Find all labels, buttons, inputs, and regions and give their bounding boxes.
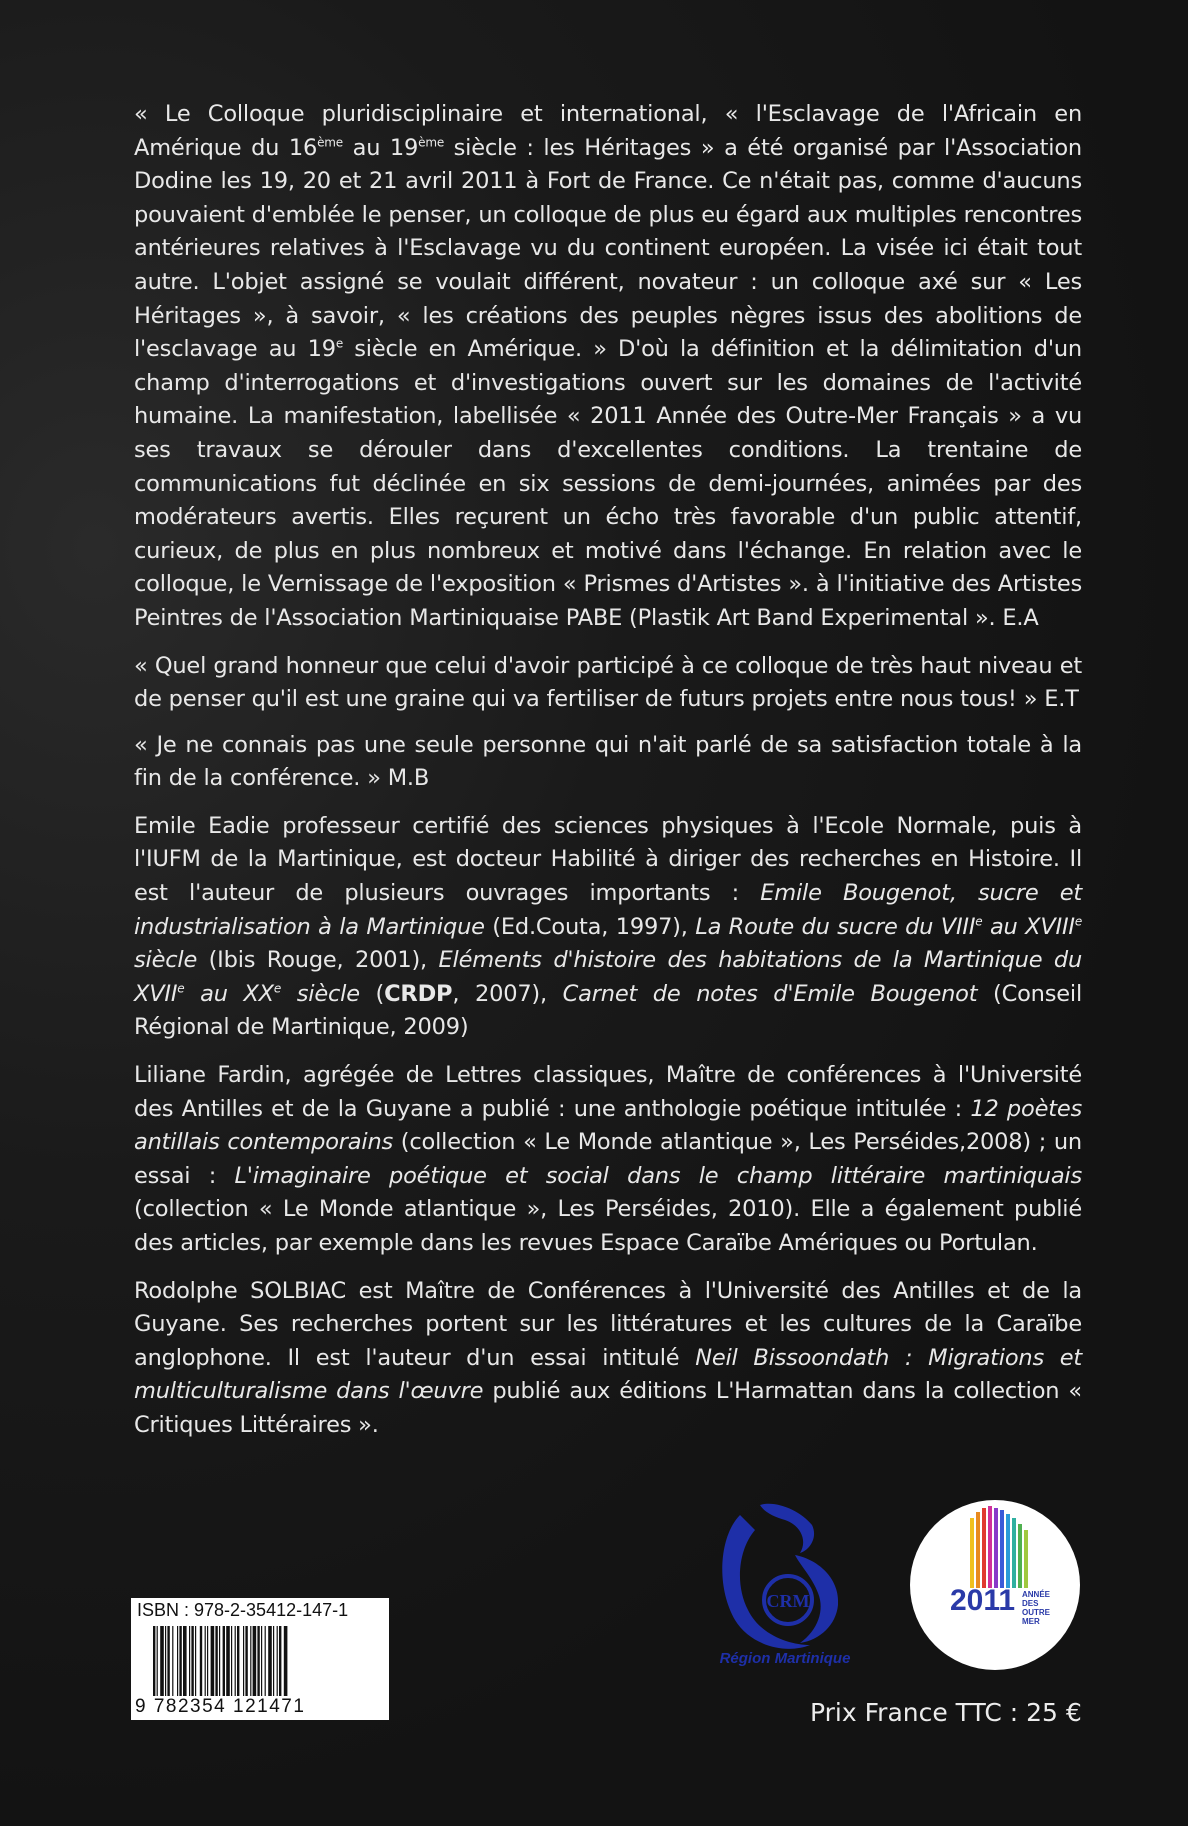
paragraph-colloque: « Le Colloque pluridisciplinaire et international, « l'Esclavage de l'Africain en Amérique du 16ème au 19ème siècle : les Héritages » a été organisé par l'Association Dodine les 19, 20 et 21 avril 2011 à Fort de France. Ce n'était pas, comme d'aucuns pouvaient d'emblée le penser, un colloque de plus eu égard aux multiples rencontres antérieures relatives à l'Esclavage vu du continent européen. La visée ici était tout autre. L'objet assigné se voulait différent, novateur : un colloque axé sur « Les Héritages », à savoir, « les créations des peuples nègres issus des abolitions de l'esclavage au 19e siècle en Amérique. » D'où la définition et la délimitation d'un champ d'interrogations et d'investigations ouvert sur les domaines de l'activité humaine. La manifestation, labellisée « 2011 Année des Outre-Mer Français » a vu ses travaux se dérouler dans d'excellentes conditions. La trentaine de communications fut déclinée en six sessions de demi-journées, animées par des modérateurs avertis. Elles reçurent un écho très favorable d'un public attentif, curieux, de plus en plus nombreux et motivé dans l'échange. En relation avec le colloque, le Vernissage de l'exposition « Prismes d'Artistes ». à l'initiative des Artistes Peintres de l'Association Martiniquaise PABE (Plastik Art Band Experimental ». E.A bbox=[134, 101, 1082, 631]
body-text bbox=[134, 98, 1082, 1457]
annee-outre-mer-logo bbox=[910, 1500, 1080, 1670]
price-label: Prix France TTC : 25 € bbox=[810, 1698, 1082, 1727]
quote-mb: « Je ne connais pas une seule personne qui n'ait parlé de sa satisfaction totale à la fin de la conférence. » M.B bbox=[134, 731, 1082, 792]
svg-text:CRM: CRM bbox=[766, 1591, 810, 1611]
isbn-barcode bbox=[131, 1598, 389, 1720]
isbn-label: ISBN : 978-2-35412-147-1 bbox=[137, 1600, 349, 1620]
bio-solbiac: Rodolphe SOLBIAC est Maître de Conférences à l'Université des Antilles et de la Guyane. Ses recherches portent sur les littératures et les cultures de la Caraïbe anglophone. Il est l'auteur d'un essai intitulé Neil Bissoondath : Migrations et multiculturalisme dans l'œuvre publié aux éditions L'Harmattan dans la collection « Critiques Littéraires ». bbox=[134, 1277, 1083, 1438]
quote-et: « Quel grand honneur que celui d'avoir participé à ce colloque de très haut niveau et de penser qu'il est une graine qui va fertiliser de futurs projets entre nous tous! » E.T bbox=[134, 652, 1082, 713]
barcode-digits: 9 782354 121471 bbox=[135, 1696, 306, 1717]
barcode-bars-icon bbox=[153, 1626, 379, 1696]
annee-outre-mer-label: ANNÉE DES OUTRE MER bbox=[1022, 1590, 1051, 1626]
region-martinique-emblem-icon bbox=[700, 1495, 870, 1670]
bio-eadie: Emile Eadie professeur certifié des sciences physiques à l'Ecole Normale, puis à l'IUFM de la Martinique, est docteur Habilité à diriger des recherches en Histoire. Il est l'auteur de plusieurs ouvrages importants : Emile Bougenot, sucre et industrialisation à la Martinique (Ed.Couta, 1997), La Route du sucre du VIIIe au XVIIIe siècle (Ibis Rouge, 2001), Eléments d'histoire des habitations de la Martinique du XVIIe au XXe siècle (CRDP, 2007), Carnet de notes d'Emile Bougenot (Conseil Régional de Martinique, 2009) bbox=[134, 812, 1083, 1041]
region-martinique-label: Région Martinique bbox=[719, 1650, 851, 1667]
year-2011-label: 2011 bbox=[950, 1584, 1016, 1617]
bio-fardin: Liliane Fardin, agrégée de Lettres classiques, Maître de conférences à l'Université des Antilles et de la Guyane a publié : une anthologie poétique intitulée : 12 poètes antillais contemporains (collection « Le Monde atlantique », Les Perséides,2008) ; un essai : L'imaginaire poétique et social dans le champ littéraire martiniquais (collection « Le Monde atlantique », Les Perséides, 2010). Elle a également publié des articles, par exemple dans les revues Espace Caraïbe Amériques ou Portulan. bbox=[134, 1062, 1083, 1256]
region-martinique-logo bbox=[700, 1495, 870, 1670]
